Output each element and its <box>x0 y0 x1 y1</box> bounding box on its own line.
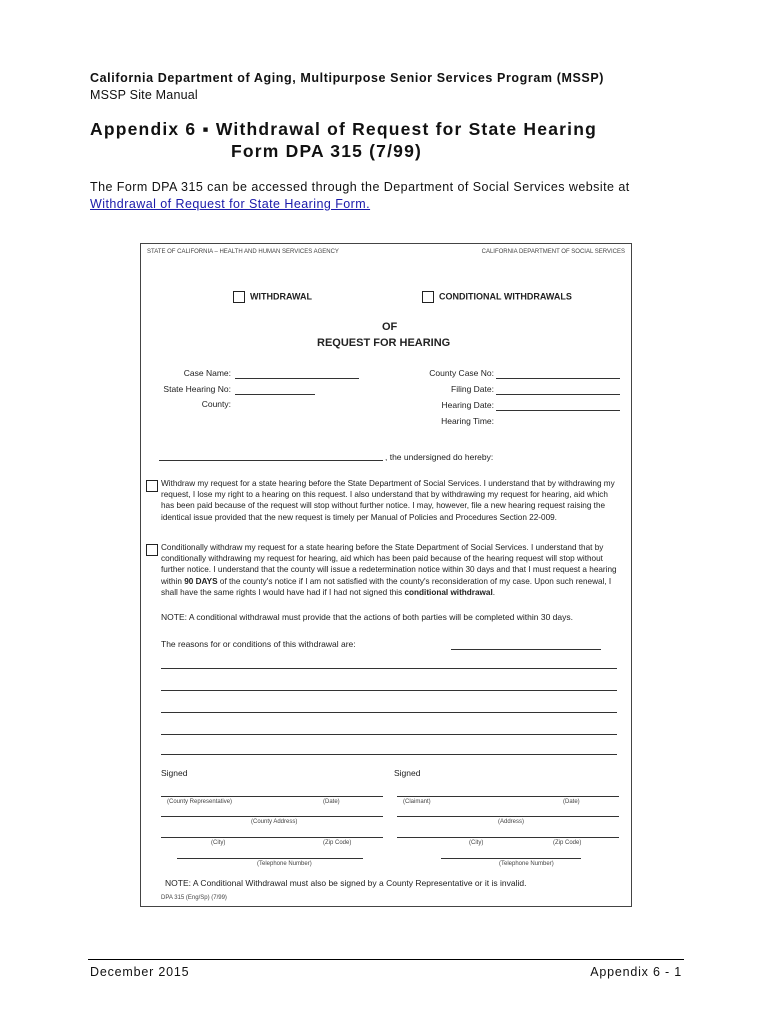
state-hearing-label: State Hearing No: <box>163 384 231 394</box>
withdrawal-option <box>233 291 312 303</box>
city-line-right <box>397 837 619 838</box>
filing-date-label: Filing Date: <box>451 384 494 394</box>
filing-date-line <box>496 394 620 395</box>
state-hearing-line <box>235 394 315 395</box>
note-conditional: NOTE: A conditional withdrawal must provide that the actions of both parties will be completed within 30 days. <box>161 612 573 622</box>
reasons-line-0 <box>451 649 601 650</box>
reasons-label: The reasons for or conditions of this withdrawal are: <box>161 639 356 649</box>
footer-page: Appendix 6 - 1 <box>590 965 682 979</box>
phone-label-left: (Telephone Number) <box>257 861 312 867</box>
page-title <box>90 118 597 162</box>
zip-label-right: (Zip Code) <box>553 840 582 846</box>
form-id: DPA 315 (Eng/Sp) (7/99) <box>161 895 227 901</box>
hearing-time-label: Hearing Time: <box>441 416 494 426</box>
conditional-paragraph <box>161 542 621 598</box>
date-label-right: (Date) <box>563 799 580 805</box>
claimant-label: (Claimant) <box>403 799 431 805</box>
reasons-line-1 <box>161 668 617 669</box>
county-case-label: County Case No: <box>429 368 494 378</box>
para2-text-b: of the county's notice if I am not satisfied with the county's reconsideration of my case. Upon such renewal, I shall have the same rights I would have had if I had not signed this <box>161 576 612 597</box>
case-name-label: Case Name: <box>183 368 231 378</box>
city-label-left: (City) <box>211 840 226 846</box>
hearing-date-line <box>496 410 620 411</box>
para2-text-c: . <box>492 587 496 597</box>
form-heading-of: OF <box>382 321 398 333</box>
para2-checkbox <box>146 544 158 556</box>
zip-label-left: (Zip Code) <box>323 840 352 846</box>
address-line-left <box>161 816 383 817</box>
undersigned-text: , the undersigned do hereby: <box>385 452 494 462</box>
hearing-date-label: Hearing Date: <box>441 400 494 410</box>
withdraw-paragraph: Withdraw my request for a state hearing before the State Department of Social Services. I understand that by withdrawing my request, I lose my right to a hearing on this request. I also understand that by withdrawing my request for hearing, aid which has been paid because of the request will stop without further notice. I may, however, file a new hearing request raising the identical issue provided that the new request is timely per Manual of Policies and Procedures Section 22-009. <box>161 479 615 522</box>
para2-bold-days: 90 DAYS <box>184 576 218 586</box>
title-line-1: Appendix 6 ▪ Withdrawal of Request for State Hearing <box>90 119 597 139</box>
phone-line-left <box>177 858 363 859</box>
sig-line-right <box>397 796 619 797</box>
reasons-line-4 <box>161 734 617 735</box>
conditional-checkbox <box>422 291 434 303</box>
city-label-right: (City) <box>469 840 484 846</box>
withdrawal-form-link[interactable]: Withdrawal of Request for State Hearing Form. <box>90 197 371 211</box>
phone-line-right <box>441 858 581 859</box>
form-department-header: CALIFORNIA DEPARTMENT OF SOCIAL SERVICES <box>481 249 625 255</box>
para2-bold-conditional: conditional withdrawal <box>404 587 493 597</box>
reasons-line-3 <box>161 712 617 713</box>
address-line-right <box>397 816 619 817</box>
city-line-left <box>161 837 383 838</box>
form-agency-header: STATE OF CALIFORNIA – HEALTH AND HUMAN SERVICES AGENCY <box>147 249 339 255</box>
reasons-line-5 <box>161 754 617 755</box>
county-label: County: <box>201 399 231 409</box>
name-line <box>159 460 383 461</box>
conditional-option <box>422 291 572 303</box>
conditional-label: CONDITIONAL WITHDRAWALS <box>439 291 572 302</box>
form-image-dpa-315 <box>140 243 632 907</box>
intro-text: The Form DPA 315 can be accessed through the Department of Social Services website at <box>90 180 630 194</box>
signed-left-label: Signed <box>161 768 188 778</box>
para2-text-a: Conditionally withdraw my request for a state hearing before the State Department of Social Services. I understand that by conditionally withdrawing my request for hearing, aid which has been paid because of the hearing request will stop without further notice. I understand that the county will issue a redetermination notice within 30 days and that I must request a hearing within <box>161 543 617 586</box>
footer-date: December 2015 <box>90 965 190 979</box>
para1-checkbox <box>146 480 158 492</box>
form-heading-main: REQUEST FOR HEARING <box>317 337 451 349</box>
footer-rule <box>88 959 684 960</box>
note-signature: NOTE: A Conditional Withdrawal must also be signed by a County Representative or it is invalid. <box>165 878 527 888</box>
phone-label-right: (Telephone Number) <box>499 861 554 867</box>
address-label: (Address) <box>498 819 525 825</box>
title-line-2: Form DPA 315 (7/99) <box>231 141 423 161</box>
withdrawal-checkbox <box>233 291 245 303</box>
reasons-line-2 <box>161 690 617 691</box>
header-org: California Department of Aging, Multipurpose Senior Services Program (MSSP) <box>90 71 605 85</box>
date-label-left: (Date) <box>323 799 340 805</box>
intro-paragraph <box>90 179 690 213</box>
header-manual: MSSP Site Manual <box>90 88 198 102</box>
sig-line-left <box>161 796 383 797</box>
signed-right-label: Signed <box>394 768 421 778</box>
county-case-line <box>496 378 620 379</box>
case-name-line <box>235 378 359 379</box>
county-rep-label: (County Representative) <box>167 799 233 805</box>
withdrawal-label: WITHDRAWAL <box>250 291 312 302</box>
county-address-label: (County Address) <box>251 819 298 825</box>
